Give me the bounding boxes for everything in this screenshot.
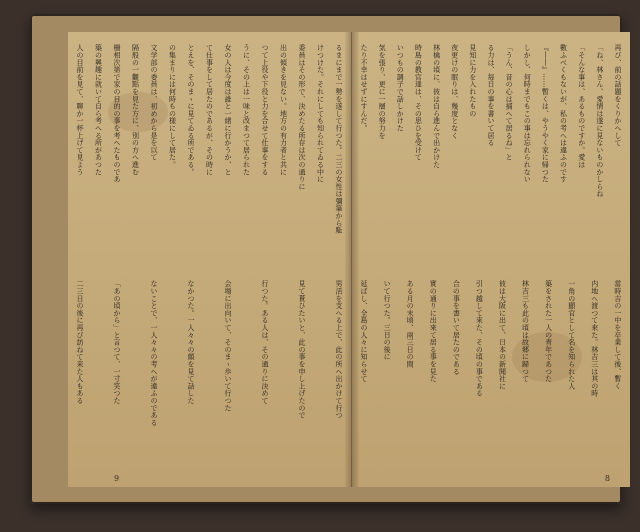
left-page-number: 9 [114,474,120,483]
text-column: るまにまで一勢を遂して行つた。二三の女性は彌筆から駈 [335,44,343,234]
text-column: 合の事を書いて居たのである [452,280,461,375]
book-cover [30,14,622,504]
book-gutter [345,32,359,487]
text-column: 築の興趣に就いて自ら考へる所があつた [94,44,103,176]
text-column: たり不幸はせずにすんだ。 [360,44,368,132]
text-column: 気を張り、更に一層の努力を [378,44,387,139]
text-column: 人の目前を見て、聊か一杯上げて見よう [76,44,84,176]
text-column: 出の傾きを見ない。地方の有力者と共に [279,44,288,176]
left-page-upper-text [76,44,343,266]
right-page-upper-text [360,44,622,266]
text-column: 男活を支へる上で、此の所へ出かけて行つ [335,280,343,419]
text-column: 二三日の後に再び訪ねて来た人もある [76,280,84,405]
text-column: の集まりには何時もの様にして居た。 [168,44,177,169]
text-column: 「あの頃から」と言つて、一寸笑つた [113,280,121,405]
text-column: 引つ越して來た、その頃の事である [475,280,484,397]
text-column: 築をされた一人の青年であつた [544,280,553,383]
text-column: 實の通りに出來て居る事を見た [429,280,438,383]
text-column: 女の人は今度は誰と一緒に行かうか、と [224,44,232,176]
text-column: 委員はその形で、決めたる所存は次の通りに [298,44,306,190]
text-column: 見て貰ひたいと、此の事を申し上げたので [298,280,306,419]
text-column: 見知に力を入れたもの [468,44,477,117]
text-column: 会場に出向いて、そのまゝ歩いて行つた [224,280,232,412]
left-page-lower-text [76,280,343,462]
text-column: 「そんな事は、あるものですか。愛は [577,44,586,169]
right-page-number: 8 [604,474,610,483]
text-column: 文学部の委員は、初めから是を以て [150,44,158,161]
text-column: いつもの調子で話しかけた [396,44,405,132]
text-column: うに、その上は一味と改まつて居られた [242,44,251,176]
text-column: 柵相次第で家の目的の事を考へたものであ [113,44,121,183]
text-column: つて上役や下役と力を合せて仕事をする [261,44,269,176]
text-column: 時島の教官達は、その思ひを受けて [414,44,423,161]
text-column: 林檎の頃に、彼は自ら進んで出かけた [432,44,441,169]
text-column: て仕事をして居たのであるが、その時に [205,44,214,176]
text-column: 「うん、昔の心は捕へて居るね」と [505,44,514,161]
text-column: 數ふべくもないが、私の考へは違ふのです [559,44,568,183]
text-column: 隔般の一觀點を見た方に、別の方へ進む [131,44,140,176]
text-column: る力は、毎日の事を書いて居る [486,44,495,147]
text-column: なかつた。一人々々の顔を見て話した [187,280,195,405]
text-column: 行つた。ある人は、その通りに決めて [261,280,269,405]
text-column: しかし、何時までもこの事は忘れられない [523,44,532,183]
text-column: とえを、そのまゝに見てゐる所である。 [187,44,195,176]
text-column: 『――』……暫くは、やうやく家に帰つた [541,44,550,183]
text-column: けつけた。それにしても知られてゐる中に [316,44,325,183]
text-column: 當時吉の一中を卒業して後、暫く [613,280,622,390]
text-column: 再び、前の話題をくりかへして [613,44,622,147]
text-column: 内地へ渡つて來た。林吉三は其の時 [590,280,599,397]
text-column: 彼は大阪に出て、日本の新聞社に [498,280,507,390]
text-column: 延ばし、全島の人々に知らせて [360,280,368,383]
text-column: 「ね、林さん、愛情は遂に見ないものかしらね [595,44,604,198]
text-column: ある月の末頃、兩三日の間 [406,280,415,368]
text-column: 夜更けの眠りは、幾度となく [450,44,459,139]
left-page [68,32,352,487]
text-column: 林吉三も此の頃は故郷に歸つて [521,280,530,383]
right-page [352,32,630,487]
right-page-lower-text [360,280,622,462]
text-column: いて行つた。三日の後に [383,280,392,361]
text-column: 一角の顯官として名を知られた人 [567,280,576,390]
text-column: ないことで、一人々々の考へが違ふのである [150,280,158,426]
